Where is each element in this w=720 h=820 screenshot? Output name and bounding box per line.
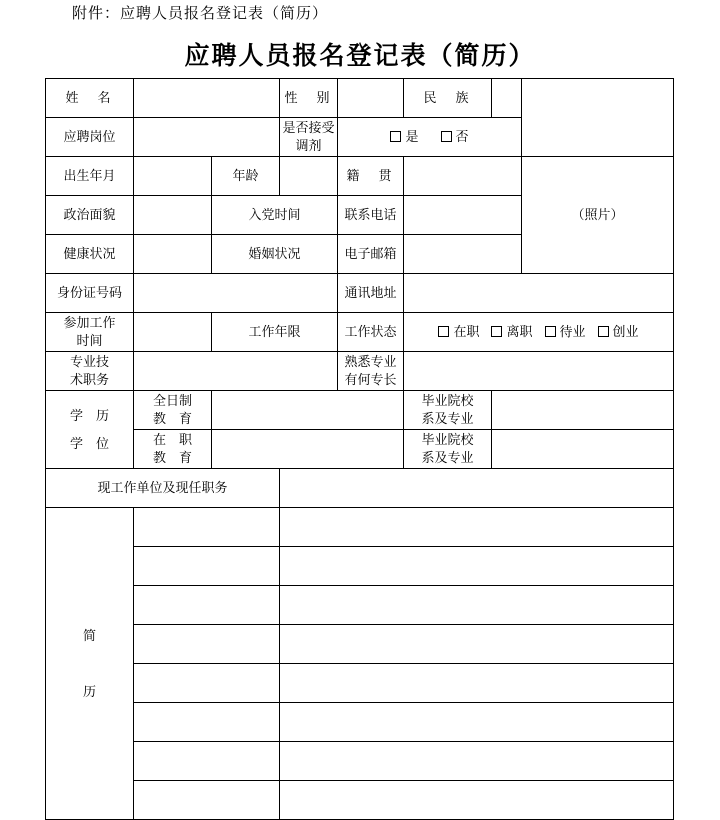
work-status-option-1-label: 离职 (506, 324, 533, 340)
work-start-label-line2: 时间 (76, 333, 103, 348)
work-status-option-0-label: 在职 (453, 324, 480, 340)
professional-title-label-line2: 术职务 (69, 372, 109, 387)
photo-cell-top (522, 79, 674, 157)
id-number-field[interactable] (134, 274, 338, 313)
work-status-option-1[interactable] (491, 323, 532, 341)
current-unit-field[interactable] (280, 469, 674, 508)
photo-placeholder: （照片） (522, 157, 674, 274)
specialty-label (338, 352, 404, 391)
political-status-field[interactable] (134, 196, 212, 235)
education-degree-label-line1: 学 历 (69, 407, 109, 423)
resume-content-field[interactable] (280, 508, 674, 547)
work-status-option-2[interactable] (545, 323, 586, 341)
table-row (46, 508, 674, 547)
fulltime-education-label-line2: 教 育 (152, 411, 192, 426)
age-label: 年龄 (212, 157, 280, 196)
table-row (46, 469, 674, 508)
table-row (46, 430, 674, 469)
fulltime-education-label (134, 391, 212, 430)
fulltime-education-label-line1: 全日制 (152, 393, 192, 409)
work-status-option-3-label: 创业 (612, 324, 639, 340)
resume-content-field[interactable] (280, 625, 674, 664)
mailing-address-label: 通讯地址 (338, 274, 404, 313)
table-row (46, 79, 674, 118)
education-degree-label-line2: 学 位 (69, 435, 109, 451)
fulltime-school-label-line2: 系及专业 (421, 411, 474, 426)
fulltime-school-label-line1: 毕业院校 (421, 393, 474, 409)
table-row (46, 664, 674, 703)
work-status-option-3[interactable] (598, 323, 639, 341)
registration-form-table (45, 78, 674, 820)
inservice-school-label-line2: 系及专业 (421, 450, 474, 465)
mailing-address-field[interactable] (404, 274, 674, 313)
phone-label: 联系电话 (338, 196, 404, 235)
inservice-education-field[interactable] (212, 430, 404, 469)
resume-label-line1: 简 (82, 627, 96, 643)
native-place-label: 籍 贯 (338, 157, 404, 196)
inservice-school-field[interactable] (492, 430, 674, 469)
health-field[interactable] (134, 235, 212, 274)
resume-period-field[interactable] (134, 664, 280, 703)
resume-label (46, 508, 134, 820)
table-row (46, 157, 674, 196)
current-unit-label: 现工作单位及现任职务 (46, 469, 280, 508)
checkbox-icon[interactable] (491, 326, 502, 337)
table-row (46, 547, 674, 586)
marital-status-label: 婚姻状况 (212, 235, 338, 274)
name-label: 姓 名 (46, 79, 134, 118)
work-start-field[interactable] (134, 313, 212, 352)
native-place-field[interactable] (404, 157, 522, 196)
email-label: 电子邮箱 (338, 235, 404, 274)
gender-field[interactable] (338, 79, 404, 118)
work-status-label: 工作状态 (338, 313, 404, 352)
professional-title-field[interactable] (134, 352, 338, 391)
fulltime-education-field[interactable] (212, 391, 404, 430)
inservice-education-label-line1: 在 职 (152, 432, 192, 448)
table-row (46, 586, 674, 625)
transfer-acceptance-label-line2: 调剂 (295, 138, 322, 153)
checkbox-icon[interactable] (390, 131, 401, 142)
work-start-label-line1: 参加工作 (63, 315, 116, 331)
transfer-no-option[interactable] (441, 128, 469, 146)
table-row (46, 703, 674, 742)
checkbox-icon[interactable] (441, 131, 452, 142)
table-row (46, 313, 674, 352)
birth-date-field[interactable] (134, 157, 212, 196)
checkbox-icon[interactable] (598, 326, 609, 337)
position-label: 应聘岗位 (46, 118, 134, 157)
phone-field[interactable] (404, 196, 522, 235)
resume-period-field[interactable] (134, 781, 280, 820)
specialty-label-line1: 熟悉专业 (344, 354, 397, 370)
checkbox-icon[interactable] (545, 326, 556, 337)
resume-period-field[interactable] (134, 508, 280, 547)
table-row (46, 274, 674, 313)
work-years-label: 工作年限 (212, 313, 338, 352)
transfer-acceptance-label-line1: 是否接受 (282, 120, 335, 136)
page-title: 应聘人员报名登记表（简历） (184, 43, 536, 70)
inservice-school-label (404, 430, 492, 469)
political-status-label: 政治面貌 (46, 196, 134, 235)
resume-content-field[interactable] (280, 664, 674, 703)
fulltime-school-field[interactable] (492, 391, 674, 430)
resume-period-field[interactable] (134, 703, 280, 742)
work-status-option-0[interactable] (438, 323, 479, 341)
transfer-no-label: 否 (455, 129, 469, 145)
resume-content-field[interactable] (280, 703, 674, 742)
inservice-education-label-line2: 教 育 (152, 450, 192, 465)
ethnicity-field[interactable] (492, 79, 522, 118)
specialty-label-line2: 有何专长 (344, 372, 397, 387)
ethnicity-label: 民 族 (404, 79, 492, 118)
id-number-label: 身份证号码 (46, 274, 134, 313)
transfer-acceptance-label (280, 118, 338, 157)
work-status-options (404, 313, 674, 352)
transfer-yes-label: 是 (405, 129, 419, 145)
specialty-field[interactable] (404, 352, 674, 391)
birth-date-label: 出生年月 (46, 157, 134, 196)
resume-period-field[interactable] (134, 625, 280, 664)
checkbox-icon[interactable] (438, 326, 449, 337)
table-row (46, 742, 674, 781)
professional-title-label (46, 352, 134, 391)
fulltime-school-label (404, 391, 492, 430)
resume-content-field[interactable] (280, 547, 674, 586)
resume-content-field[interactable] (280, 586, 674, 625)
table-row (46, 625, 674, 664)
party-join-date-label: 入党时间 (212, 196, 338, 235)
transfer-yes-option[interactable] (390, 128, 418, 146)
resume-label-line2: 历 (82, 683, 96, 699)
resume-period-field[interactable] (134, 742, 280, 781)
work-status-option-2-label: 待业 (559, 324, 586, 340)
email-field[interactable] (404, 235, 522, 274)
education-degree-label (46, 391, 134, 469)
work-start-label (46, 313, 134, 352)
transfer-acceptance-options (338, 118, 522, 157)
age-field[interactable] (280, 157, 338, 196)
table-row (46, 781, 674, 820)
position-field[interactable] (134, 118, 280, 157)
health-label: 健康状况 (46, 235, 134, 274)
name-field[interactable] (134, 79, 280, 118)
professional-title-label-line1: 专业技 (69, 354, 109, 370)
table-row (46, 352, 674, 391)
table-row (46, 391, 674, 430)
attachment-line: 附件：应聘人员报名登记表（简历） (72, 6, 329, 22)
resume-period-field[interactable] (134, 547, 280, 586)
gender-label: 性 别 (280, 79, 338, 118)
inservice-education-label (134, 430, 212, 469)
inservice-school-label-line1: 毕业院校 (421, 432, 474, 448)
resume-period-field[interactable] (134, 586, 280, 625)
resume-content-field[interactable] (280, 781, 674, 820)
resume-content-field[interactable] (280, 742, 674, 781)
